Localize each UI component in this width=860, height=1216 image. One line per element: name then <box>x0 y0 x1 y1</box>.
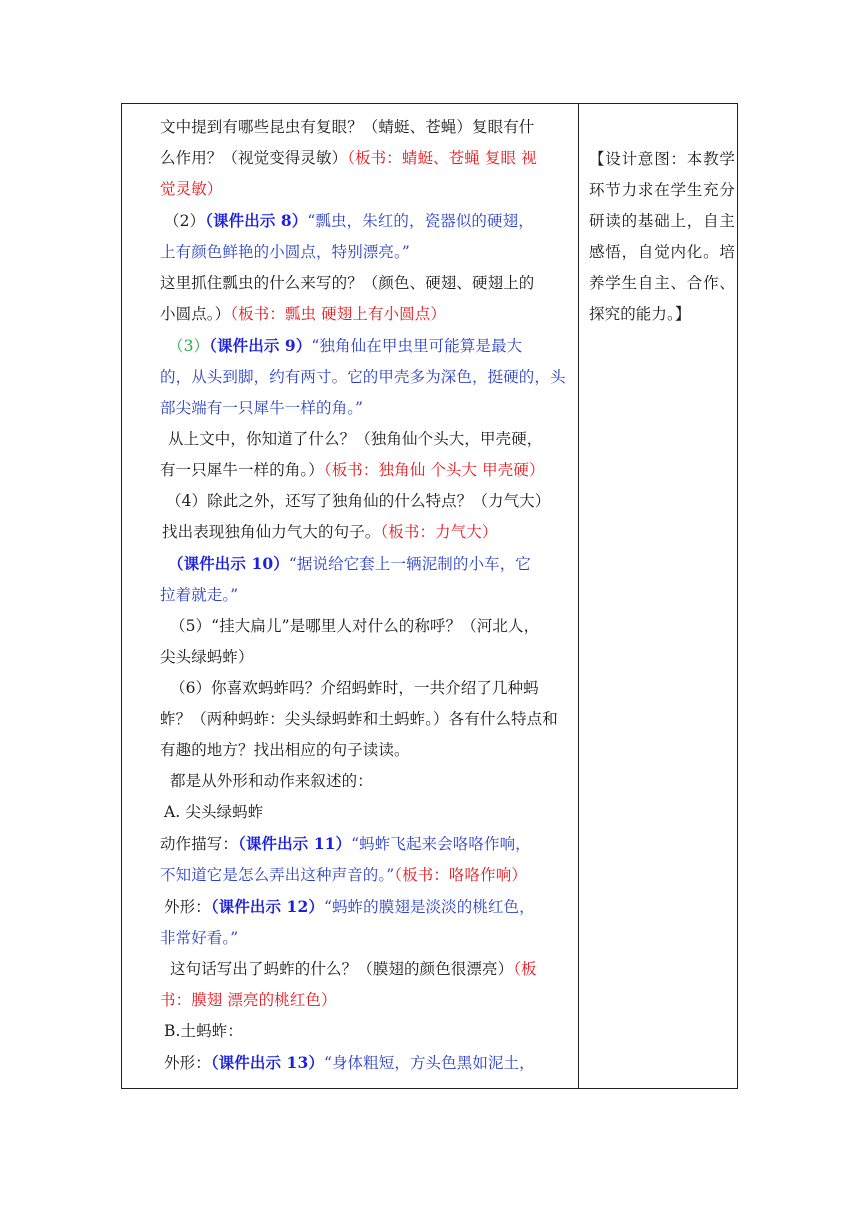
text-segment: 从上文中，你知道了什么？（独角仙个头大，甲壳硬， <box>168 430 543 448</box>
text-line <box>160 268 578 299</box>
text-line <box>160 143 578 174</box>
text-line <box>160 580 578 611</box>
text-line <box>160 486 578 517</box>
text-segment: 尖头绿蚂蚱） <box>160 648 254 666</box>
text-line <box>160 735 578 766</box>
text-line <box>160 985 578 1016</box>
text-line <box>160 766 578 797</box>
text-line <box>160 393 578 424</box>
text-segment: （5）“挂大扁儿”是哪里人对什么的称呼？（河北人， <box>170 617 540 635</box>
text-line <box>160 205 578 237</box>
text-segment: （课件出示 10） <box>168 554 289 573</box>
text-segment: 的，从头到脚，约有两寸。它的甲壳多为深色，挺硬的，头 <box>160 368 566 386</box>
text-segment: 上有颜色鲜艳的小圆点，特别漂亮。” <box>160 243 410 261</box>
text-line <box>160 548 578 580</box>
text-segment: 找出表现独角仙力气大的句子。 <box>162 523 381 541</box>
text-segment: （课件出示 11） <box>238 834 352 853</box>
text-segment: 么作用？（视觉变得灵敏） <box>160 149 348 167</box>
text-segment: （板 <box>513 960 537 978</box>
text-line <box>160 299 578 330</box>
text-segment: 这句话写出了蚂蚱的什么？（膜翅的颜色很漂亮） <box>170 960 514 978</box>
text-segment: （板书：咯咯作响） <box>394 866 527 884</box>
text-segment: 觉灵敏） <box>160 180 223 198</box>
lesson-table <box>121 103 738 1089</box>
text-segment: 文中提到有哪些昆虫有复眼？（蜻蜓、苍蝇）复眼有什 <box>160 118 535 136</box>
text-segment: （2） <box>164 212 206 230</box>
text-segment: “身体粗短，方头色黑如泥土， <box>323 1054 535 1072</box>
text-segment: 小圆点。） <box>160 305 231 323</box>
text-segment: 非常好看。” <box>160 929 239 947</box>
text-segment: “瓢虫，朱红的，瓷器似的硬翅， <box>307 212 534 230</box>
text-segment: 不知道它是怎么弄出这种声音的。” <box>160 866 395 884</box>
text-line <box>160 1047 578 1079</box>
text-segment: （板书：力气大） <box>380 523 498 541</box>
design-intent-text <box>589 144 735 330</box>
text-segment: 外形： <box>164 898 211 916</box>
text-line <box>160 112 578 143</box>
text-segment: 外形： <box>164 1054 211 1072</box>
text-segment: 动作描写： <box>160 835 239 853</box>
text-line <box>160 517 578 548</box>
text-line <box>160 673 578 704</box>
text-segment: 书：膜翅 漂亮的桃红色） <box>160 991 337 1009</box>
teaching-process-column <box>122 104 579 1088</box>
text-line <box>160 330 578 362</box>
text-line <box>160 611 578 642</box>
text-segment: （6）你喜欢蚂蚱吗？介绍蚂蚱时，一共介绍了几种蚂 <box>170 679 539 697</box>
text-segment: （课件出示 8） <box>205 211 308 230</box>
text-segment: “独角仙在甲虫里可能算是最大 <box>311 337 523 355</box>
text-segment: 有一只犀牛一样的角。） <box>160 461 324 479</box>
text-segment: B.土蚂蚱： <box>164 1022 243 1040</box>
text-line <box>160 704 578 735</box>
text-segment: （板书：独角仙 个头大 甲壳硬） <box>323 461 545 479</box>
text-segment: “蚂蚱飞起来会咯咯作响， <box>351 835 531 853</box>
text-line <box>160 455 578 486</box>
design-intent-paragraph: 【设计意图：本教学环节力求在学生充分研读的基础上，自主感悟，自觉内化。培养学生自主、合作、探究的能力。】 <box>589 150 735 323</box>
text-segment: 这里抓住瓢虫的什么来写的？（颜色、硬翅、硬翅上的 <box>160 274 535 292</box>
text-segment: 蚱？（两种蚂蚱：尖头绿蚂蚱和土蚂蚱。）各有什么特点和 <box>160 710 558 728</box>
text-segment: （课件出示 13） <box>210 1053 324 1072</box>
text-line <box>160 424 578 455</box>
text-segment: （板书：瓢虫 硬翅上有小圆点） <box>230 305 446 323</box>
text-line <box>160 642 578 673</box>
text-line <box>160 891 578 923</box>
text-segment: 拉着就走。” <box>160 586 239 604</box>
text-line <box>160 797 578 828</box>
text-segment: （板书：蜻蜓、苍蝇 复眼 视 <box>347 149 537 167</box>
text-segment: 有趣的地方？找出相应的句子读读。 <box>160 741 410 759</box>
text-line <box>160 1016 578 1047</box>
text-segment: （3） <box>168 337 210 355</box>
text-segment: （课件出示 9） <box>209 336 312 355</box>
text-line <box>160 237 578 268</box>
text-line <box>160 923 578 954</box>
text-segment: 部尖端有一只犀牛一样的角。” <box>160 399 364 417</box>
text-segment: （课件出示 12） <box>210 897 324 916</box>
text-line <box>160 954 578 985</box>
text-segment: “蚂蚱的膜翅是淡淡的桃红色， <box>323 898 535 916</box>
text-segment: 都是从外形和动作来叙述的： <box>170 772 373 790</box>
text-line <box>160 860 578 891</box>
text-segment: A. 尖头绿蚂蚱 <box>164 803 264 821</box>
text-line <box>160 828 578 860</box>
design-intent-column <box>579 104 739 1088</box>
text-segment: “据说给它套上一辆泥制的小车，它 <box>288 555 531 573</box>
text-segment: （4）除此之外，还写了独角仙的什么特点？（力气大） <box>166 492 551 510</box>
teaching-process-text <box>160 112 578 1079</box>
text-line <box>160 362 578 393</box>
text-line <box>160 174 578 205</box>
